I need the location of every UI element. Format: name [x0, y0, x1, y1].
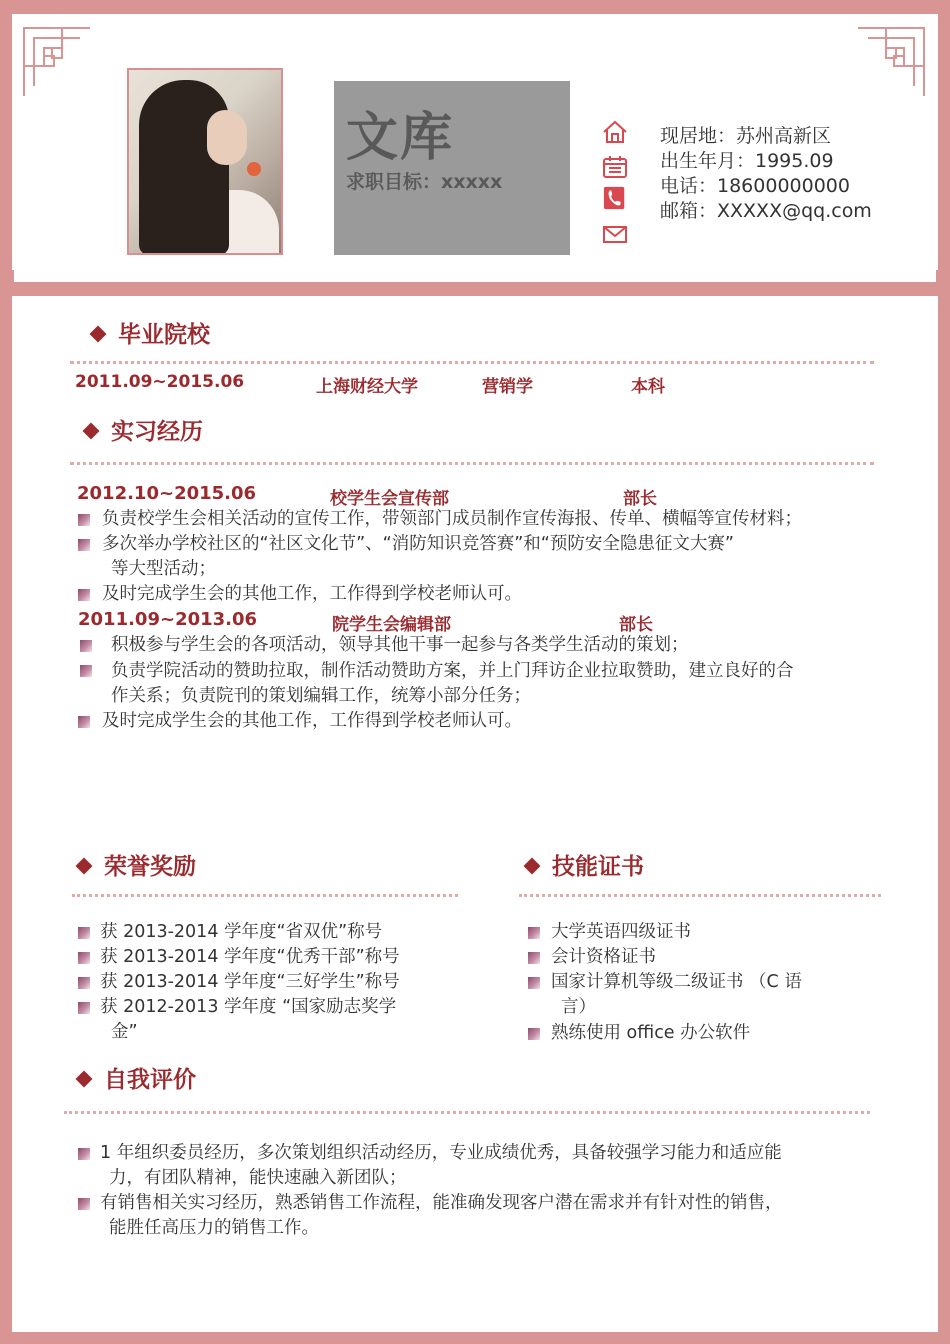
honor-item: 获 2013-2014 学年度“省双优”称号	[100, 922, 383, 942]
job-org: 校学生会宣传部	[330, 489, 449, 509]
job-duty: 负责学院活动的赞助拉取，制作活动赞助方案，并上门拜访企业拉取赞助，建立良好的合	[111, 661, 794, 681]
diamond-icon	[83, 422, 100, 439]
education-major: 营销学	[482, 377, 533, 397]
bullet-icon	[528, 952, 540, 964]
job-role: 部长	[623, 489, 657, 509]
bullet-icon	[78, 927, 90, 939]
divider	[72, 894, 458, 897]
section-title-self-eval: 自我评价	[78, 1061, 196, 1094]
job-duty: 多次举办学校社区的“社区文化节”、“消防知识竞答赛”和“预防安全隐患征文大赛”	[102, 534, 734, 554]
contact-email[interactable]: 邮箱：XXXXX@qq.com	[660, 200, 872, 222]
bullet-icon	[528, 927, 540, 939]
bullet-icon	[78, 1198, 90, 1210]
divider	[70, 361, 874, 364]
job-duty-cont: 作关系；负责院刊的策划编辑工作，统筹小部分任务；	[111, 686, 531, 706]
section-title-education: 毕业院校	[92, 316, 210, 349]
skill-item: 会计资格证书	[551, 947, 656, 967]
bullet-icon	[78, 589, 90, 601]
honor-item: 获 2013-2014 学年度“三好学生”称号	[100, 972, 400, 992]
contact-address: 现居地：苏州高新区	[660, 125, 832, 147]
self-eval-item: 1 年组织委员经历，多次策划组织活动经历，专业成绩优秀，具备较强学习能力和适应能	[100, 1143, 782, 1163]
job-duty: 积极参与学生会的各项活动，领导其他干事一起参与各类学生活动的策划；	[111, 635, 689, 655]
bullet-icon	[78, 539, 90, 551]
contact-birth: 出生年月：1995.09	[660, 150, 834, 172]
contact-phone: 电话：18600000000	[660, 175, 850, 197]
notch-left	[0, 270, 14, 284]
applicant-name: 文库	[346, 108, 455, 168]
bullet-icon	[80, 665, 92, 677]
corner-ornament-left	[22, 26, 92, 98]
bullet-icon	[78, 977, 90, 989]
education-degree: 本科	[631, 377, 665, 397]
job-duty: 及时完成学生会的其他工作，工作得到学校老师认可。	[102, 711, 522, 731]
diamond-icon	[76, 1070, 93, 1087]
mail-icon	[601, 222, 629, 246]
notch-right	[936, 270, 950, 284]
bullet-icon	[78, 716, 90, 728]
job-target: 求职目标：xxxxx	[346, 171, 503, 193]
bullet-icon	[78, 1148, 90, 1160]
diamond-icon	[524, 857, 541, 874]
skill-item: 熟练使用 office 办公软件	[551, 1023, 751, 1043]
skill-item: 国家计算机等级二级证书 （C 语	[551, 972, 802, 992]
diamond-icon	[76, 857, 93, 874]
bullet-icon	[80, 640, 92, 652]
self-eval-item-cont: 力，有团队精神，能快速融入新团队；	[109, 1168, 407, 1188]
profile-photo	[127, 68, 283, 255]
name-box	[334, 81, 570, 255]
education-period: 2011.09~2015.06	[75, 372, 245, 392]
job-org: 院学生会编辑部	[332, 615, 451, 635]
skill-item-cont: 言）	[561, 997, 596, 1017]
job-period: 2012.10~2015.06	[77, 483, 257, 504]
education-school: 上海财经大学	[316, 377, 418, 397]
job-role: 部长	[619, 615, 653, 635]
section-title-internship: 实习经历	[85, 413, 203, 446]
calendar-icon	[601, 155, 629, 179]
honor-item-cont: 金”	[111, 1022, 138, 1042]
job-period: 2011.09~2013.06	[78, 609, 258, 630]
bullet-icon	[78, 514, 90, 526]
divider	[64, 1111, 870, 1114]
self-eval-item: 有销售相关实习经历，熟悉销售工作流程，能准确发现客户潜在需求并有针对性的销售，	[100, 1193, 783, 1213]
home-icon	[601, 120, 629, 144]
section-title-skills: 技能证书	[526, 848, 644, 881]
phone-icon	[601, 186, 629, 210]
bullet-icon	[528, 1028, 540, 1040]
bullet-icon	[78, 952, 90, 964]
self-eval-item-cont: 能胜任高压力的销售工作。	[109, 1218, 319, 1238]
divider	[70, 462, 874, 465]
skill-item: 大学英语四级证书	[551, 922, 691, 942]
corner-ornament-right	[856, 26, 926, 98]
divider	[519, 894, 881, 897]
bullet-icon	[78, 1002, 90, 1014]
diamond-icon	[90, 325, 107, 342]
bullet-icon	[528, 977, 540, 989]
honor-item: 获 2012-2013 学年度 “国家励志奖学	[100, 997, 397, 1017]
job-duty: 及时完成学生会的其他工作，工作得到学校老师认可。	[102, 584, 522, 604]
section-title-honors: 荣誉奖励	[78, 848, 196, 881]
job-duty: 负责校学生会相关活动的宣传工作，带领部门成员制作宣传海报、传单、横幅等宣传材料；	[102, 509, 802, 529]
honor-item: 获 2013-2014 学年度“优秀干部”称号	[100, 947, 400, 967]
job-duty-cont: 等大型活动；	[111, 559, 216, 579]
